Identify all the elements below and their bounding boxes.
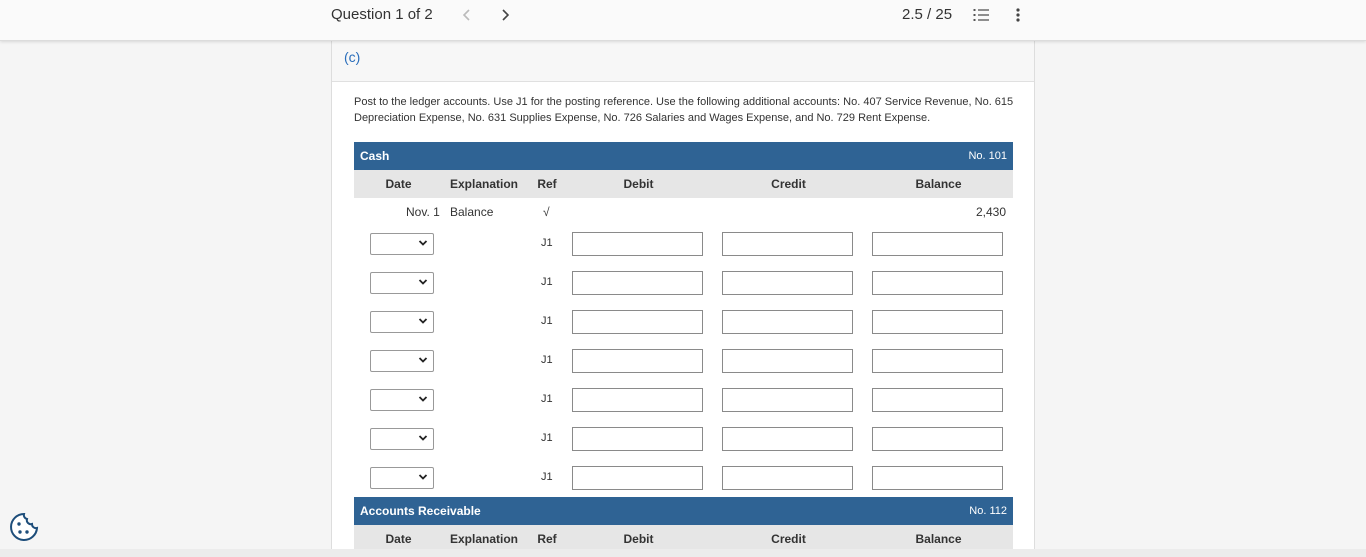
- balance-input[interactable]: [872, 388, 1003, 412]
- part-label[interactable]: (c): [344, 49, 361, 65]
- instructions-text: Post to the ledger accounts. Use J1 for the posting reference. Use the following additional accounts: No. 407 Service Revenue, No. 615 Depreciation Expense, No. 631 Supplies Expense, No. 726 Salaries and Wages Expense, and No. 729 Rent Expense.: [354, 96, 1014, 124]
- debit-input[interactable]: [572, 427, 703, 451]
- balance-input[interactable]: [872, 349, 1003, 373]
- more-options-button[interactable]: [1010, 5, 1026, 25]
- date-select[interactable]: [370, 350, 434, 372]
- date-select[interactable]: [370, 311, 434, 333]
- question-list-button[interactable]: [973, 7, 990, 23]
- col-explanation: Explanation: [449, 532, 518, 546]
- column-header-row: [354, 170, 1013, 198]
- col-credit: Credit: [771, 532, 806, 546]
- balance-input[interactable]: [872, 310, 1003, 334]
- credit-input[interactable]: [722, 466, 853, 490]
- account-name: Accounts Receivable: [360, 504, 481, 518]
- chevron-down-icon: [418, 353, 428, 367]
- chevron-left-icon: [460, 5, 474, 25]
- balance-input[interactable]: [872, 232, 1003, 256]
- date-select[interactable]: [370, 428, 434, 450]
- next-question-button[interactable]: [498, 5, 512, 25]
- col-date: Date: [385, 177, 412, 191]
- debit-input[interactable]: [572, 466, 703, 490]
- score-display: 2.5 / 25: [902, 6, 953, 23]
- date-select[interactable]: [370, 389, 434, 411]
- credit-input[interactable]: [722, 271, 853, 295]
- part-header: [332, 41, 1034, 82]
- date-select[interactable]: [370, 272, 434, 294]
- ref-text: J1: [541, 315, 553, 327]
- debit-input[interactable]: [572, 310, 703, 334]
- opening-ref: √: [543, 205, 550, 219]
- credit-input[interactable]: [722, 349, 853, 373]
- cookie-icon: [8, 511, 40, 543]
- debit-input[interactable]: [572, 349, 703, 373]
- credit-input[interactable]: [722, 232, 853, 256]
- credit-input[interactable]: [722, 388, 853, 412]
- question-counter: Question 1 of 2: [331, 6, 433, 23]
- account-name: Cash: [360, 149, 390, 163]
- account-number: No. 112: [969, 505, 1007, 517]
- debit-input[interactable]: [572, 232, 703, 256]
- col-credit: Credit: [771, 177, 806, 191]
- numbered-list-icon: [973, 7, 990, 23]
- chevron-down-icon: [418, 236, 428, 250]
- col-ref: Ref: [537, 532, 557, 546]
- col-debit: Debit: [623, 532, 654, 546]
- balance-input[interactable]: [872, 466, 1003, 490]
- date-select[interactable]: [370, 233, 434, 255]
- ref-text: J1: [541, 393, 553, 405]
- col-date: Date: [385, 532, 412, 546]
- opening-balance: 2,430: [976, 205, 1007, 219]
- ref-text: J1: [541, 471, 553, 483]
- col-explanation: Explanation: [449, 177, 518, 191]
- more-vertical-icon: [1010, 5, 1026, 25]
- ref-text: J1: [541, 276, 553, 288]
- debit-input[interactable]: [572, 388, 703, 412]
- chevron-down-icon: [418, 275, 428, 289]
- col-balance: Balance: [915, 177, 962, 191]
- chevron-down-icon: [418, 431, 428, 445]
- top-bar: [0, 0, 1366, 41]
- account-header-cash: [354, 142, 1013, 170]
- chevron-down-icon: [418, 314, 428, 328]
- ref-text: J1: [541, 237, 553, 249]
- credit-input[interactable]: [722, 427, 853, 451]
- ref-text: J1: [541, 354, 553, 366]
- col-balance: Balance: [915, 532, 962, 546]
- bottom-strip: [0, 549, 1366, 557]
- col-debit: Debit: [623, 177, 654, 191]
- balance-input[interactable]: [872, 271, 1003, 295]
- question-panel: [331, 41, 1035, 557]
- chevron-right-icon: [498, 5, 512, 25]
- chevron-down-icon: [418, 470, 428, 484]
- previous-question-button[interactable]: [460, 5, 474, 25]
- date-select[interactable]: [370, 467, 434, 489]
- ref-text: J1: [541, 432, 553, 444]
- debit-input[interactable]: [572, 271, 703, 295]
- credit-input[interactable]: [722, 310, 853, 334]
- chevron-down-icon: [418, 392, 428, 406]
- account-number: No. 101: [968, 150, 1007, 162]
- opening-explanation: Balance: [450, 205, 494, 219]
- cookie-settings-button[interactable]: [8, 511, 40, 543]
- account-header-accounts-receivable: [354, 497, 1013, 525]
- col-ref: Ref: [537, 177, 557, 191]
- balance-input[interactable]: [872, 427, 1003, 451]
- opening-date: Nov. 1: [406, 205, 440, 219]
